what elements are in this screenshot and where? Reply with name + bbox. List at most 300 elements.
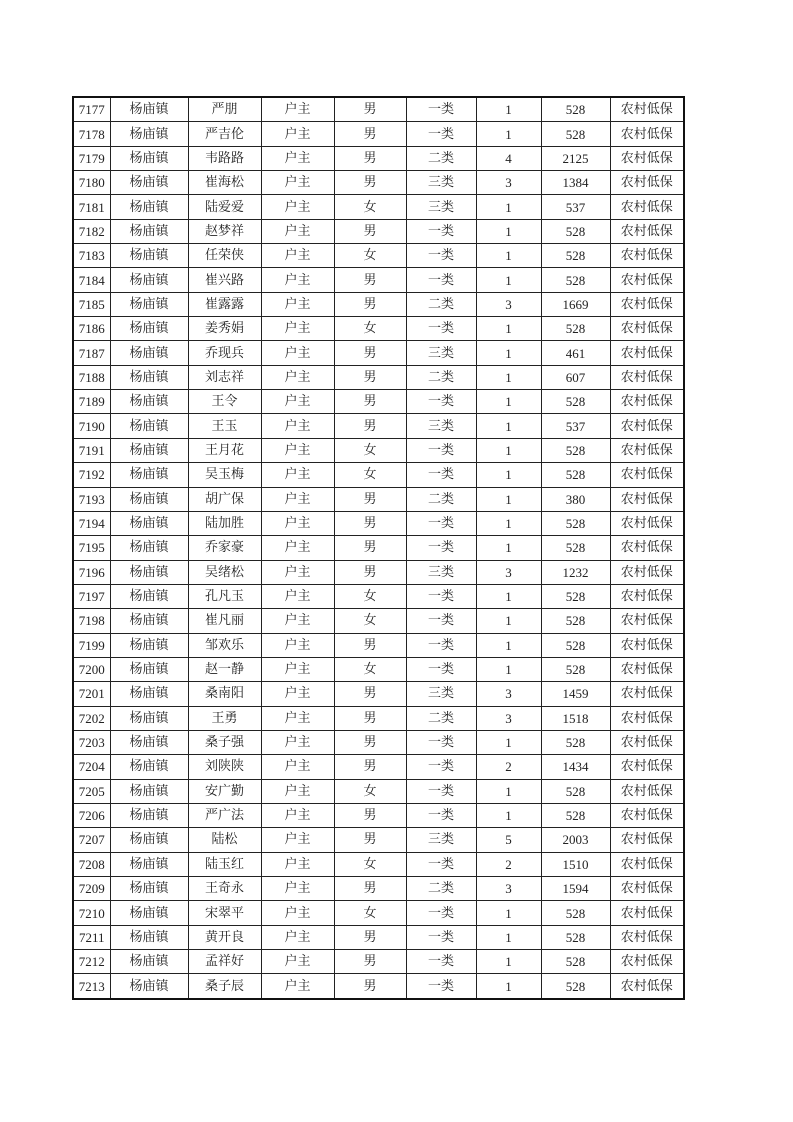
cell-name: 黄开良 [188, 925, 261, 949]
cell-town: 杨庙镇 [110, 950, 188, 974]
cell-town: 杨庙镇 [110, 122, 188, 146]
records-table-body [73, 97, 684, 999]
cell-town: 杨庙镇 [110, 244, 188, 268]
cell-town: 杨庙镇 [110, 730, 188, 754]
cell-assistance-type: 农村低保 [610, 511, 684, 535]
cell-amount: 528 [541, 268, 610, 292]
cell-assistance-type: 农村低保 [610, 390, 684, 414]
cell-amount: 528 [541, 97, 610, 122]
cell-assistance-type: 农村低保 [610, 97, 684, 122]
cell-serial-number: 7194 [73, 511, 110, 535]
cell-relationship: 户主 [261, 511, 334, 535]
cell-serial-number: 7211 [73, 925, 110, 949]
cell-gender: 女 [334, 657, 406, 681]
cell-serial-number: 7192 [73, 463, 110, 487]
cell-amount: 528 [541, 633, 610, 657]
cell-name: 崔海松 [188, 171, 261, 195]
cell-amount: 1594 [541, 877, 610, 901]
table-row [73, 560, 684, 584]
cell-gender: 男 [334, 390, 406, 414]
cell-gender: 男 [334, 292, 406, 316]
cell-category: 三类 [406, 341, 476, 365]
cell-serial-number: 7207 [73, 828, 110, 852]
cell-serial-number: 7193 [73, 487, 110, 511]
cell-town: 杨庙镇 [110, 195, 188, 219]
cell-assistance-type: 农村低保 [610, 171, 684, 195]
cell-town: 杨庙镇 [110, 584, 188, 608]
cell-household-size: 1 [476, 97, 541, 122]
cell-relationship: 户主 [261, 803, 334, 827]
table-row [73, 755, 684, 779]
cell-amount: 2125 [541, 146, 610, 170]
cell-category: 一类 [406, 219, 476, 243]
cell-serial-number: 7178 [73, 122, 110, 146]
cell-serial-number: 7180 [73, 171, 110, 195]
table-row [73, 974, 684, 999]
cell-town: 杨庙镇 [110, 463, 188, 487]
cell-town: 杨庙镇 [110, 852, 188, 876]
cell-town: 杨庙镇 [110, 755, 188, 779]
cell-household-size: 1 [476, 803, 541, 827]
cell-name: 陆松 [188, 828, 261, 852]
cell-amount: 2003 [541, 828, 610, 852]
cell-amount: 528 [541, 219, 610, 243]
cell-town: 杨庙镇 [110, 487, 188, 511]
cell-category: 二类 [406, 146, 476, 170]
cell-household-size: 1 [476, 195, 541, 219]
cell-relationship: 户主 [261, 779, 334, 803]
table-row [73, 438, 684, 462]
cell-assistance-type: 农村低保 [610, 292, 684, 316]
cell-town: 杨庙镇 [110, 438, 188, 462]
cell-town: 杨庙镇 [110, 317, 188, 341]
cell-assistance-type: 农村低保 [610, 244, 684, 268]
cell-name: 王奇永 [188, 877, 261, 901]
cell-household-size: 1 [476, 414, 541, 438]
cell-category: 一类 [406, 925, 476, 949]
cell-serial-number: 7203 [73, 730, 110, 754]
table-row [73, 244, 684, 268]
cell-serial-number: 7186 [73, 317, 110, 341]
cell-town: 杨庙镇 [110, 536, 188, 560]
cell-household-size: 1 [476, 244, 541, 268]
cell-household-size: 1 [476, 779, 541, 803]
cell-name: 韦路路 [188, 146, 261, 170]
cell-serial-number: 7201 [73, 682, 110, 706]
cell-relationship: 户主 [261, 852, 334, 876]
cell-serial-number: 7202 [73, 706, 110, 730]
cell-name: 崔兴路 [188, 268, 261, 292]
cell-serial-number: 7196 [73, 560, 110, 584]
cell-town: 杨庙镇 [110, 268, 188, 292]
cell-assistance-type: 农村低保 [610, 365, 684, 389]
cell-amount: 1669 [541, 292, 610, 316]
cell-name: 宋翠平 [188, 901, 261, 925]
cell-town: 杨庙镇 [110, 706, 188, 730]
cell-assistance-type: 农村低保 [610, 584, 684, 608]
cell-category: 二类 [406, 365, 476, 389]
cell-household-size: 1 [476, 536, 541, 560]
records-table [72, 96, 685, 1000]
cell-serial-number: 7183 [73, 244, 110, 268]
cell-household-size: 1 [476, 268, 541, 292]
cell-name: 乔家豪 [188, 536, 261, 560]
cell-household-size: 1 [476, 317, 541, 341]
cell-household-size: 1 [476, 633, 541, 657]
cell-relationship: 户主 [261, 317, 334, 341]
cell-gender: 男 [334, 706, 406, 730]
table-row [73, 950, 684, 974]
cell-category: 一类 [406, 803, 476, 827]
cell-amount: 528 [541, 122, 610, 146]
cell-category: 一类 [406, 974, 476, 999]
cell-town: 杨庙镇 [110, 609, 188, 633]
cell-name: 崔凡丽 [188, 609, 261, 633]
cell-household-size: 1 [476, 487, 541, 511]
cell-town: 杨庙镇 [110, 877, 188, 901]
cell-name: 赵梦祥 [188, 219, 261, 243]
cell-town: 杨庙镇 [110, 657, 188, 681]
cell-relationship: 户主 [261, 390, 334, 414]
cell-serial-number: 7187 [73, 341, 110, 365]
cell-household-size: 3 [476, 706, 541, 730]
cell-relationship: 户主 [261, 877, 334, 901]
cell-assistance-type: 农村低保 [610, 463, 684, 487]
table-row [73, 317, 684, 341]
cell-amount: 461 [541, 341, 610, 365]
cell-relationship: 户主 [261, 341, 334, 365]
cell-assistance-type: 农村低保 [610, 828, 684, 852]
cell-relationship: 户主 [261, 609, 334, 633]
cell-serial-number: 7188 [73, 365, 110, 389]
cell-category: 三类 [406, 560, 476, 584]
cell-assistance-type: 农村低保 [610, 974, 684, 999]
cell-name: 严朋 [188, 97, 261, 122]
cell-category: 一类 [406, 730, 476, 754]
cell-category: 一类 [406, 633, 476, 657]
cell-assistance-type: 农村低保 [610, 122, 684, 146]
table-row [73, 219, 684, 243]
cell-name: 严广法 [188, 803, 261, 827]
table-row [73, 779, 684, 803]
cell-name: 孔凡玉 [188, 584, 261, 608]
cell-name: 陆玉红 [188, 852, 261, 876]
cell-amount: 528 [541, 438, 610, 462]
cell-household-size: 1 [476, 974, 541, 999]
cell-category: 一类 [406, 390, 476, 414]
cell-category: 一类 [406, 901, 476, 925]
cell-assistance-type: 农村低保 [610, 852, 684, 876]
cell-household-size: 1 [476, 609, 541, 633]
cell-assistance-type: 农村低保 [610, 317, 684, 341]
cell-household-size: 3 [476, 292, 541, 316]
table-row [73, 341, 684, 365]
cell-category: 二类 [406, 487, 476, 511]
cell-amount: 1510 [541, 852, 610, 876]
cell-amount: 528 [541, 779, 610, 803]
table-row [73, 292, 684, 316]
cell-gender: 男 [334, 122, 406, 146]
table-row [73, 682, 684, 706]
cell-household-size: 3 [476, 171, 541, 195]
cell-relationship: 户主 [261, 584, 334, 608]
cell-assistance-type: 农村低保 [610, 219, 684, 243]
cell-serial-number: 7208 [73, 852, 110, 876]
cell-relationship: 户主 [261, 414, 334, 438]
cell-household-size: 3 [476, 877, 541, 901]
cell-gender: 男 [334, 633, 406, 657]
cell-household-size: 1 [476, 438, 541, 462]
cell-category: 一类 [406, 511, 476, 535]
cell-gender: 男 [334, 511, 406, 535]
cell-name: 安广勤 [188, 779, 261, 803]
cell-gender: 男 [334, 974, 406, 999]
cell-gender: 男 [334, 730, 406, 754]
table-row [73, 633, 684, 657]
cell-relationship: 户主 [261, 97, 334, 122]
cell-assistance-type: 农村低保 [610, 487, 684, 511]
cell-household-size: 1 [476, 219, 541, 243]
cell-amount: 528 [541, 925, 610, 949]
cell-assistance-type: 农村低保 [610, 901, 684, 925]
cell-amount: 1434 [541, 755, 610, 779]
cell-serial-number: 7204 [73, 755, 110, 779]
cell-relationship: 户主 [261, 195, 334, 219]
cell-relationship: 户主 [261, 487, 334, 511]
cell-amount: 537 [541, 414, 610, 438]
cell-assistance-type: 农村低保 [610, 925, 684, 949]
cell-relationship: 户主 [261, 974, 334, 999]
cell-household-size: 1 [476, 341, 541, 365]
table-row [73, 390, 684, 414]
cell-category: 一类 [406, 244, 476, 268]
cell-name: 胡广保 [188, 487, 261, 511]
cell-assistance-type: 农村低保 [610, 706, 684, 730]
cell-category: 三类 [406, 828, 476, 852]
cell-household-size: 1 [476, 901, 541, 925]
table-row [73, 122, 684, 146]
cell-household-size: 2 [476, 852, 541, 876]
cell-relationship: 户主 [261, 292, 334, 316]
cell-assistance-type: 农村低保 [610, 609, 684, 633]
cell-name: 吴玉梅 [188, 463, 261, 487]
cell-name: 乔现兵 [188, 341, 261, 365]
cell-gender: 男 [334, 97, 406, 122]
cell-gender: 男 [334, 536, 406, 560]
cell-category: 一类 [406, 950, 476, 974]
table-row [73, 268, 684, 292]
cell-gender: 女 [334, 852, 406, 876]
table-row [73, 901, 684, 925]
table-row [73, 171, 684, 195]
cell-name: 姜秀娟 [188, 317, 261, 341]
cell-category: 一类 [406, 584, 476, 608]
table-row [73, 803, 684, 827]
cell-category: 一类 [406, 438, 476, 462]
cell-town: 杨庙镇 [110, 901, 188, 925]
cell-gender: 女 [334, 317, 406, 341]
cell-relationship: 户主 [261, 901, 334, 925]
cell-assistance-type: 农村低保 [610, 657, 684, 681]
cell-gender: 男 [334, 877, 406, 901]
cell-town: 杨庙镇 [110, 365, 188, 389]
cell-amount: 528 [541, 609, 610, 633]
cell-relationship: 户主 [261, 657, 334, 681]
table-row [73, 609, 684, 633]
table-row [73, 146, 684, 170]
cell-category: 三类 [406, 171, 476, 195]
table-row [73, 877, 684, 901]
cell-town: 杨庙镇 [110, 779, 188, 803]
cell-category: 一类 [406, 122, 476, 146]
cell-gender: 女 [334, 438, 406, 462]
cell-amount: 380 [541, 487, 610, 511]
cell-amount: 528 [541, 657, 610, 681]
cell-category: 一类 [406, 317, 476, 341]
cell-assistance-type: 农村低保 [610, 146, 684, 170]
cell-relationship: 户主 [261, 146, 334, 170]
cell-relationship: 户主 [261, 268, 334, 292]
cell-assistance-type: 农村低保 [610, 438, 684, 462]
cell-household-size: 5 [476, 828, 541, 852]
cell-town: 杨庙镇 [110, 414, 188, 438]
cell-assistance-type: 农村低保 [610, 682, 684, 706]
cell-name: 桑子强 [188, 730, 261, 754]
cell-gender: 男 [334, 925, 406, 949]
cell-town: 杨庙镇 [110, 511, 188, 535]
cell-gender: 男 [334, 487, 406, 511]
cell-amount: 1518 [541, 706, 610, 730]
cell-name: 桑南阳 [188, 682, 261, 706]
cell-amount: 528 [541, 463, 610, 487]
cell-gender: 男 [334, 219, 406, 243]
cell-serial-number: 7190 [73, 414, 110, 438]
table-row [73, 657, 684, 681]
cell-category: 一类 [406, 852, 476, 876]
cell-category: 一类 [406, 463, 476, 487]
cell-town: 杨庙镇 [110, 292, 188, 316]
table-row [73, 365, 684, 389]
cell-serial-number: 7206 [73, 803, 110, 827]
cell-name: 桑子辰 [188, 974, 261, 999]
cell-household-size: 1 [476, 122, 541, 146]
table-row [73, 487, 684, 511]
cell-serial-number: 7184 [73, 268, 110, 292]
cell-assistance-type: 农村低保 [610, 877, 684, 901]
cell-relationship: 户主 [261, 682, 334, 706]
cell-town: 杨庙镇 [110, 341, 188, 365]
cell-assistance-type: 农村低保 [610, 195, 684, 219]
cell-category: 一类 [406, 755, 476, 779]
table-row [73, 584, 684, 608]
cell-serial-number: 7199 [73, 633, 110, 657]
cell-town: 杨庙镇 [110, 171, 188, 195]
cell-gender: 女 [334, 584, 406, 608]
cell-serial-number: 7181 [73, 195, 110, 219]
cell-assistance-type: 农村低保 [610, 950, 684, 974]
cell-gender: 女 [334, 244, 406, 268]
cell-name: 崔露露 [188, 292, 261, 316]
cell-category: 二类 [406, 292, 476, 316]
cell-name: 吴绪松 [188, 560, 261, 584]
cell-name: 王勇 [188, 706, 261, 730]
cell-category: 一类 [406, 779, 476, 803]
cell-amount: 1232 [541, 560, 610, 584]
cell-town: 杨庙镇 [110, 925, 188, 949]
cell-name: 陆加胜 [188, 511, 261, 535]
cell-gender: 男 [334, 341, 406, 365]
cell-category: 二类 [406, 877, 476, 901]
cell-name: 严吉伦 [188, 122, 261, 146]
cell-name: 任荣侠 [188, 244, 261, 268]
cell-category: 三类 [406, 682, 476, 706]
table-row [73, 97, 684, 122]
cell-gender: 女 [334, 195, 406, 219]
cell-household-size: 3 [476, 560, 541, 584]
cell-town: 杨庙镇 [110, 146, 188, 170]
cell-household-size: 2 [476, 755, 541, 779]
cell-gender: 男 [334, 365, 406, 389]
cell-category: 一类 [406, 609, 476, 633]
cell-gender: 男 [334, 560, 406, 584]
cell-relationship: 户主 [261, 730, 334, 754]
cell-serial-number: 7205 [73, 779, 110, 803]
cell-town: 杨庙镇 [110, 828, 188, 852]
cell-town: 杨庙镇 [110, 219, 188, 243]
cell-town: 杨庙镇 [110, 97, 188, 122]
cell-relationship: 户主 [261, 755, 334, 779]
cell-relationship: 户主 [261, 219, 334, 243]
cell-amount: 528 [541, 730, 610, 754]
cell-household-size: 1 [476, 390, 541, 414]
cell-serial-number: 7210 [73, 901, 110, 925]
cell-relationship: 户主 [261, 706, 334, 730]
cell-category: 三类 [406, 414, 476, 438]
cell-gender: 男 [334, 146, 406, 170]
cell-gender: 男 [334, 950, 406, 974]
cell-assistance-type: 农村低保 [610, 268, 684, 292]
cell-relationship: 户主 [261, 925, 334, 949]
cell-town: 杨庙镇 [110, 974, 188, 999]
cell-relationship: 户主 [261, 633, 334, 657]
cell-household-size: 1 [476, 584, 541, 608]
cell-amount: 528 [541, 536, 610, 560]
cell-category: 一类 [406, 536, 476, 560]
cell-name: 王月花 [188, 438, 261, 462]
cell-name: 孟祥好 [188, 950, 261, 974]
table-row [73, 730, 684, 754]
cell-gender: 男 [334, 171, 406, 195]
cell-town: 杨庙镇 [110, 682, 188, 706]
cell-relationship: 户主 [261, 950, 334, 974]
cell-name: 刘陕陕 [188, 755, 261, 779]
cell-category: 一类 [406, 268, 476, 292]
table-row [73, 925, 684, 949]
cell-amount: 607 [541, 365, 610, 389]
cell-assistance-type: 农村低保 [610, 414, 684, 438]
cell-name: 邹欢乐 [188, 633, 261, 657]
table-row [73, 852, 684, 876]
cell-gender: 男 [334, 682, 406, 706]
table-row [73, 414, 684, 438]
cell-category: 二类 [406, 706, 476, 730]
cell-assistance-type: 农村低保 [610, 755, 684, 779]
cell-serial-number: 7189 [73, 390, 110, 414]
cell-relationship: 户主 [261, 438, 334, 462]
cell-relationship: 户主 [261, 560, 334, 584]
cell-relationship: 户主 [261, 122, 334, 146]
cell-amount: 1384 [541, 171, 610, 195]
